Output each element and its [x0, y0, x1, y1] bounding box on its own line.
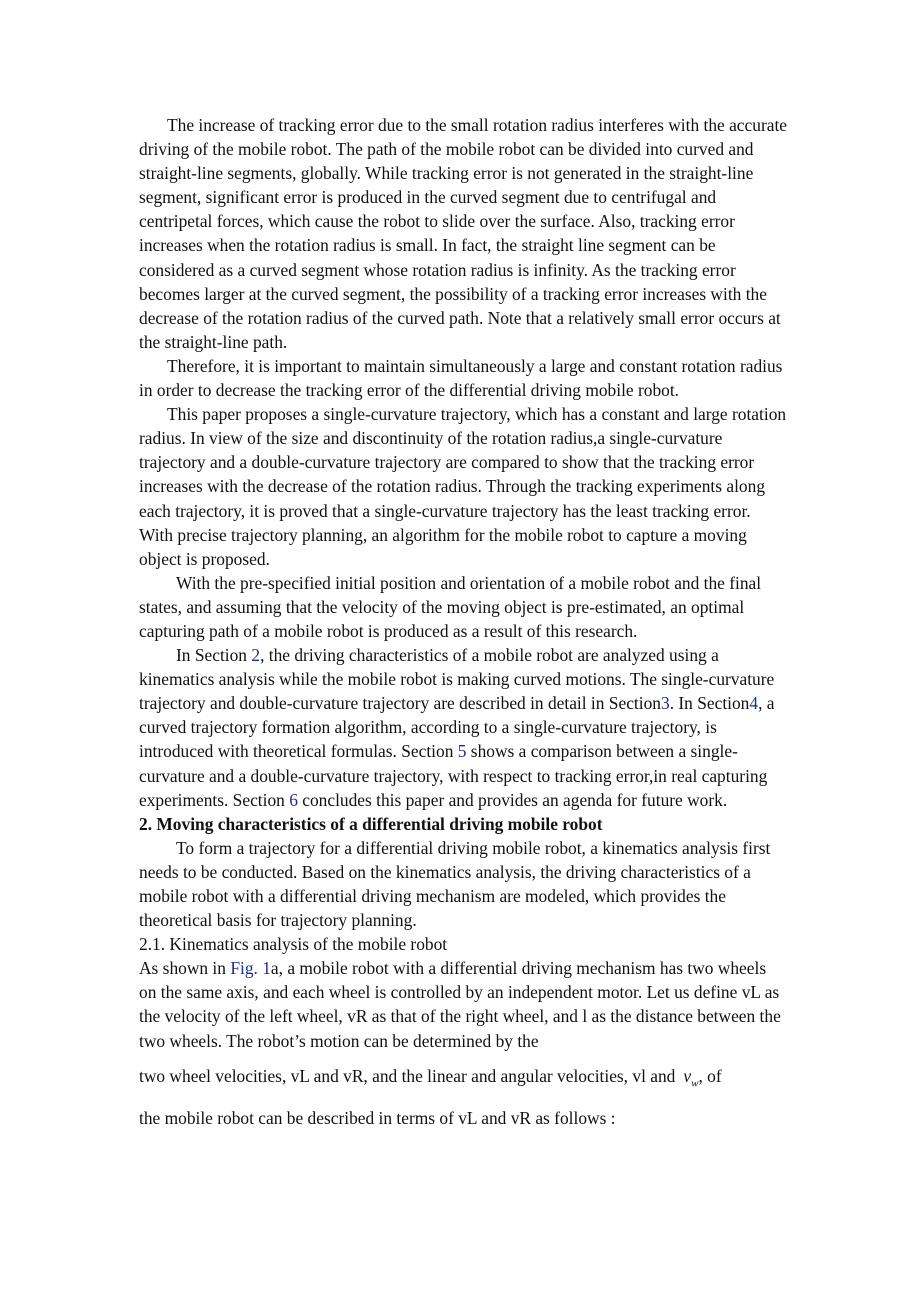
- section-3-link[interactable]: 3: [660, 693, 670, 714]
- mechanism-text-1: As shown in: [139, 958, 231, 979]
- overview-text-3: . In Section: [669, 693, 750, 714]
- paragraph-tracking-error: The increase of tracking error due to the small rotation radius interferes with the accurate driving of the mobile robot. The path of the mobile robot can be divided into curved and straight-line segments, globally. While tracking error is not generated in the straight-line segment, significant error is produced in the curved segment due to centrifugal and centripetal forces, which cause the robot to slide over the surface. Also, tracking error increases when the rotation radius is small. In fact, the straight line segment can be considered as a curved segment whose rotation radius is infinity. As the tracking error becomes larger at the curved segment, the possibility of a tracking error increases with the decrease of the rotation radius of the curved path. Note that a relatively small error occurs at the straight-line path.: [139, 115, 787, 352]
- subsection-2-1-heading: 2.1. Kinematics analysis of the mobile robot: [139, 934, 448, 955]
- mechanism-text-2: a, a mobile robot with a differential driving mechanism has two wheels on the same axis, and each wheel is controlled by an independent motor. Let us define vL as the velocity of the left wheel, vR as that of the right wheel, and l as the distance between the two wheels. The robot’s motion can be determined by the: [139, 958, 781, 1051]
- paragraph-described-as-follows: the mobile robot can be described in terms of vL and vR as follows :: [139, 1108, 616, 1129]
- document-page: [139, 113, 787, 1130]
- overview-text-5: shows a comparison between a single-curvature and a double-curvature trajectory, with respect to tracking error,in real capturing experiments. Section: [139, 741, 768, 810]
- paragraph-proposal: This paper proposes a single-curvature trajectory, which has a constant and large rotation radius. In view of the size and discontinuity of the rotation radius,a single-curvature trajectory and a double-curvature trajectory are compared to show that the tracking error increases with the decrease of the rotation radius. Through the tracking experiments along each trajectory, it is proved that a single-curvature trajectory has the least tracking error. With precise trajectory planning, an algorithm for the mobile robot to capture a moving object is proposed.: [139, 404, 787, 569]
- math-subscript-w: w: [691, 1077, 699, 1090]
- paragraph-wheel-velocities: [139, 1064, 787, 1096]
- wheel-velocities-text: two wheel velocities, vL and vR, and the linear and angular velocities, vl and: [139, 1065, 676, 1086]
- paragraph-capturing-path: With the pre-specified initial position and orientation of a mobile robot and the final states, and assuming that the velocity of the moving object is pre-estimated, an optimal capturing path of a mobile robot is produced as a result of this research.: [139, 572, 762, 641]
- paragraph-kinematics-intro: To form a trajectory for a differential driving mobile robot, a kinematics analysis first needs to be conducted. Based on the kinematics analysis, the driving characteristics of a mobile robot with a differential driving mechanism are modeled, which provides the theoretical basis for trajectory planning.: [139, 837, 771, 931]
- overview-text-4: , a curved trajectory formation algorithm, according to a single-curvature trajectory, is introduced with theoretical formulas. Section: [139, 693, 775, 762]
- section-5-link[interactable]: 5: [457, 741, 467, 762]
- overview-text-1: In Section: [176, 645, 252, 666]
- section-4-link[interactable]: 4: [749, 693, 759, 714]
- paragraph-section-overview: [139, 643, 787, 812]
- paragraph-rotation-radius: Therefore, it is important to maintain simultaneously a large and constant rotation radius in order to decrease the tracking error of the differential driving mobile robot.: [139, 355, 783, 401]
- overview-text-6: concludes this paper and provides an agenda for future work.: [297, 789, 728, 810]
- figure-1-link[interactable]: Fig. 1: [230, 958, 271, 979]
- section-6-link[interactable]: 6: [289, 789, 298, 810]
- section-2-link[interactable]: 2: [251, 645, 261, 666]
- overview-text-2: , the driving characteristics of a mobile robot are analyzed using a kinematics analysis while the mobile robot is making curved motions. The single-curvature trajectory and double-curvature trajectory are described in detail in Section: [139, 645, 775, 714]
- angular-velocity-symbol: [683, 1064, 698, 1096]
- wheel-velocities-suffix: , of: [698, 1065, 722, 1086]
- section-2-heading: 2. Moving characteristics of a differential driving mobile robot: [139, 813, 603, 834]
- paragraph-differential-mechanism: [139, 956, 787, 1052]
- math-v: v: [683, 1065, 692, 1086]
